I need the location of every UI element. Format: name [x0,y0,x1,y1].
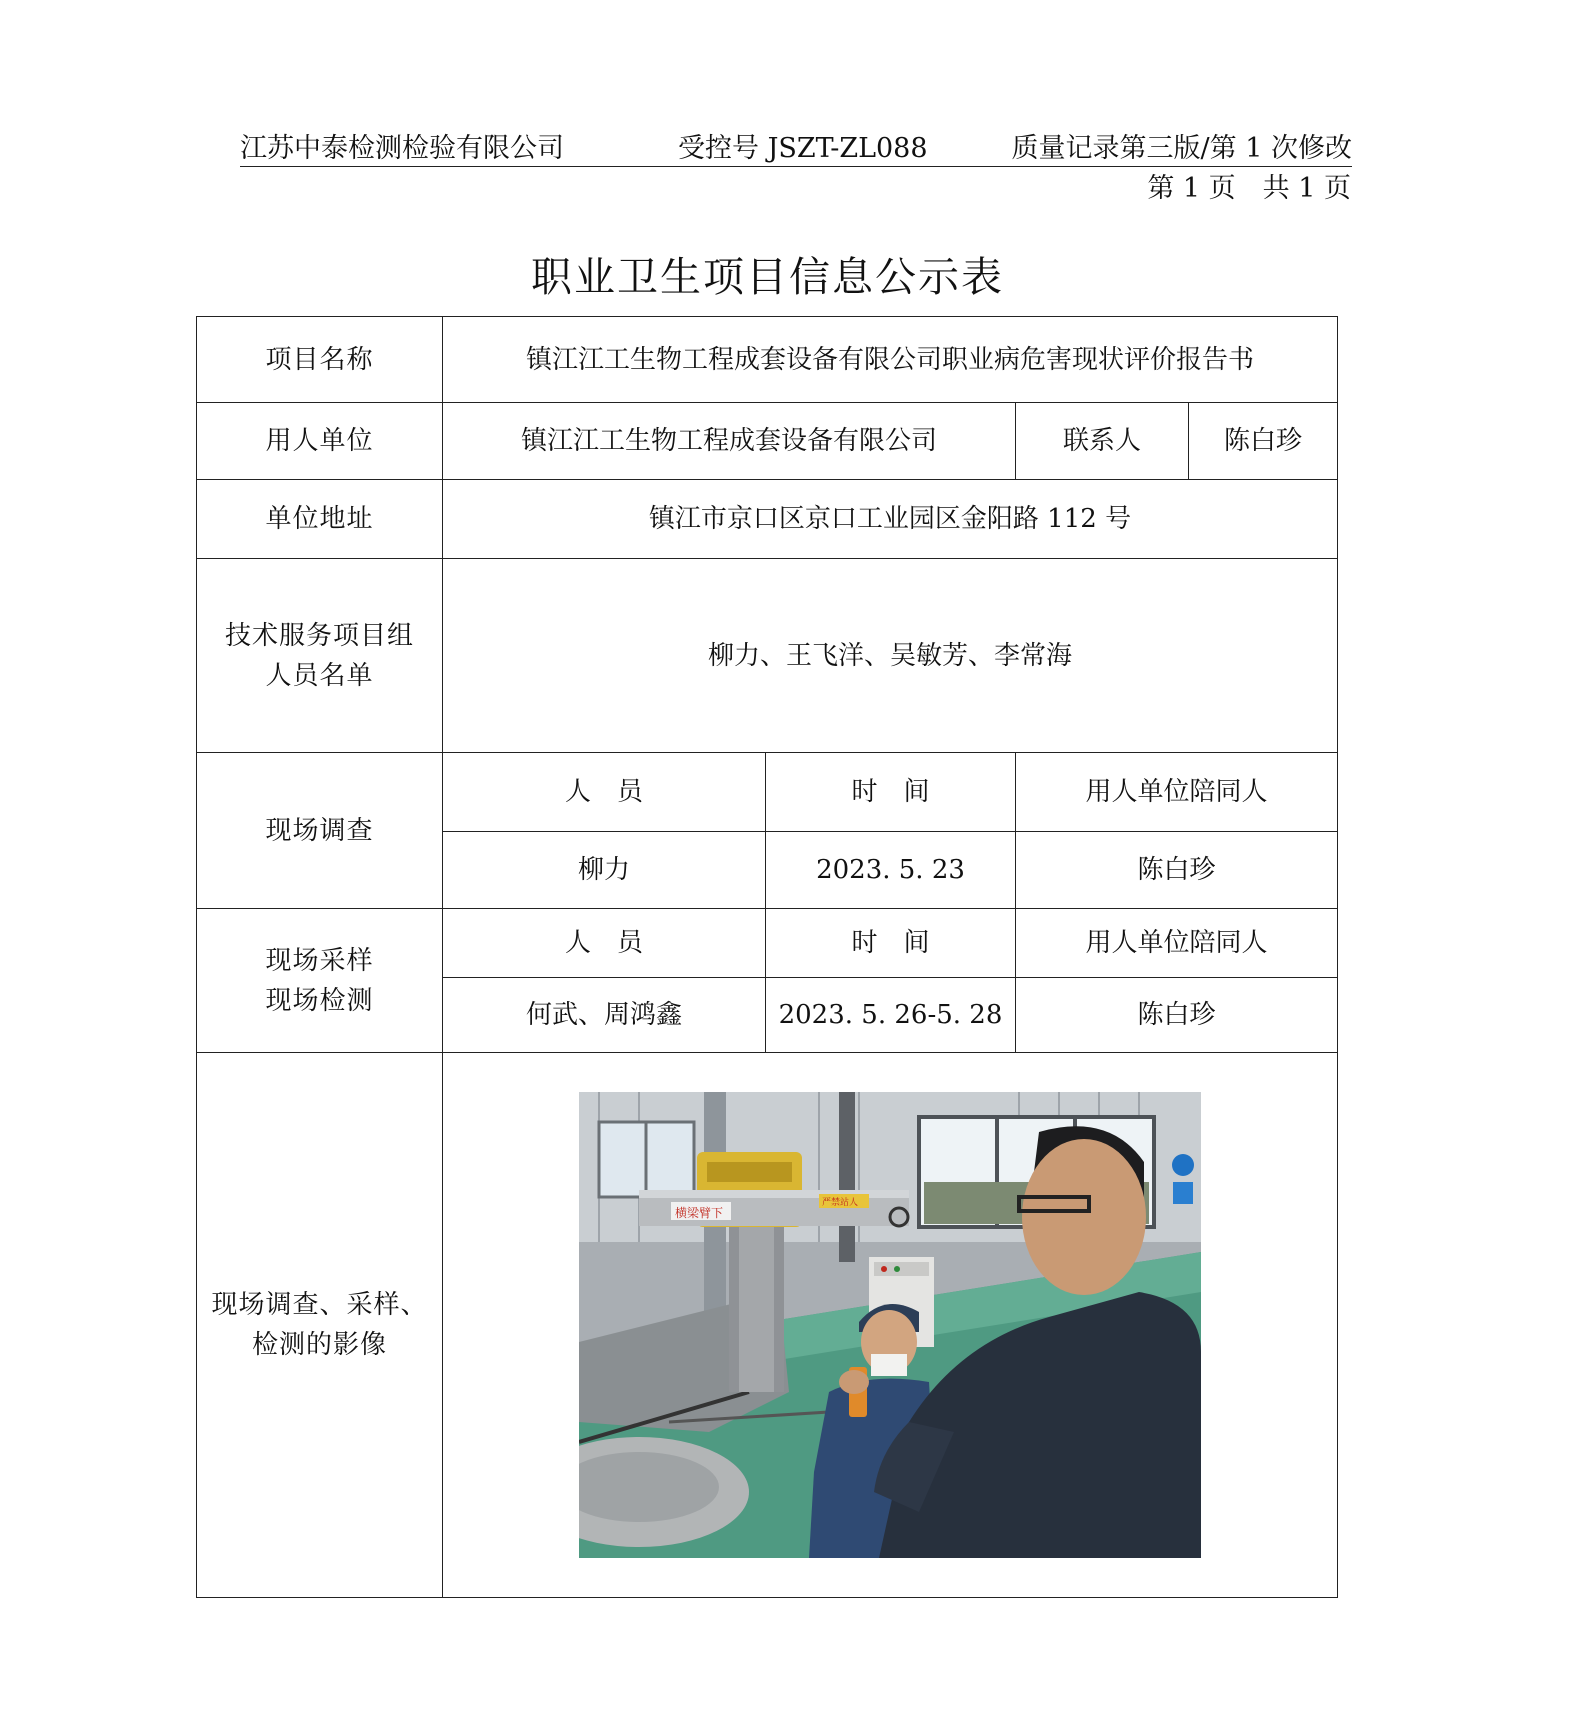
team-label-line2: 人员名单 [265,660,374,691]
photo-sign-text: 横梁臂下 [675,1206,724,1220]
survey-personnel: 柳力 [443,832,766,909]
row-sampling-header [197,909,1338,978]
team-value: 柳力、王飞洋、吴敏芳、李常海 [443,559,1338,753]
survey-label: 现场调查 [197,753,443,909]
photo-sign2-text: 严禁站人 [822,1198,859,1208]
survey-escort: 陈白珍 [1016,832,1338,909]
survey-time: 2023. 5. 23 [766,832,1016,909]
images-label [197,1053,443,1598]
record-version: 质量记录第三版/第 1 次修改 [1011,133,1352,164]
project-name-label: 项目名称 [197,317,443,403]
row-team [197,559,1338,753]
survey-col-time: 时 间 [766,753,1016,832]
team-label [197,559,443,753]
page-number: 第 1 页 共 1 页 [1147,173,1351,204]
contact-value: 陈白珍 [1189,403,1338,480]
contact-label: 联系人 [1016,403,1189,480]
document-title: 职业卫生项目信息公示表 [531,253,1004,301]
sampling-personnel: 何武、周鸿鑫 [443,978,766,1053]
company-name: 江苏中泰检测检验有限公司 [240,133,564,164]
employer-label: 用人单位 [197,403,443,480]
address-label: 单位地址 [197,480,443,559]
sampling-col-personnel: 人 员 [443,909,766,978]
sampling-escort: 陈白珍 [1016,978,1338,1053]
images-label-line1: 现场调查、采样、 [211,1290,428,1320]
sampling-col-time: 时 间 [766,909,1016,978]
sampling-col-escort: 用人单位陪同人 [1016,909,1338,978]
row-project-name [197,317,1338,403]
page-header [240,124,1352,167]
sampling-label [197,909,443,1053]
survey-col-personnel: 人 员 [443,753,766,832]
sampling-label-line2: 现场检测 [265,985,374,1016]
row-employer [197,403,1338,480]
site-photo [579,1092,1201,1558]
sampling-time: 2023. 5. 26-5. 28 [766,978,1016,1053]
employer-value: 镇江江工生物工程成套设备有限公司 [443,403,1016,480]
survey-col-escort: 用人单位陪同人 [1016,753,1338,832]
sampling-label-line1: 现场采样 [265,945,374,976]
info-table [196,316,1338,1598]
row-images [197,1053,1338,1598]
row-address [197,480,1338,559]
images-label-line2: 检测的影像 [251,1330,387,1360]
team-label-line1: 技术服务项目组 [224,620,414,651]
control-number: 受控号 JSZT-ZL088 [678,133,928,164]
project-name-value: 镇江江工生物工程成套设备有限公司职业病危害现状评价报告书 [443,317,1338,403]
address-value: 镇江市京口区京口工业园区金阳路 112 号 [443,480,1338,559]
images-cell [443,1053,1338,1598]
row-survey-header [197,753,1338,832]
